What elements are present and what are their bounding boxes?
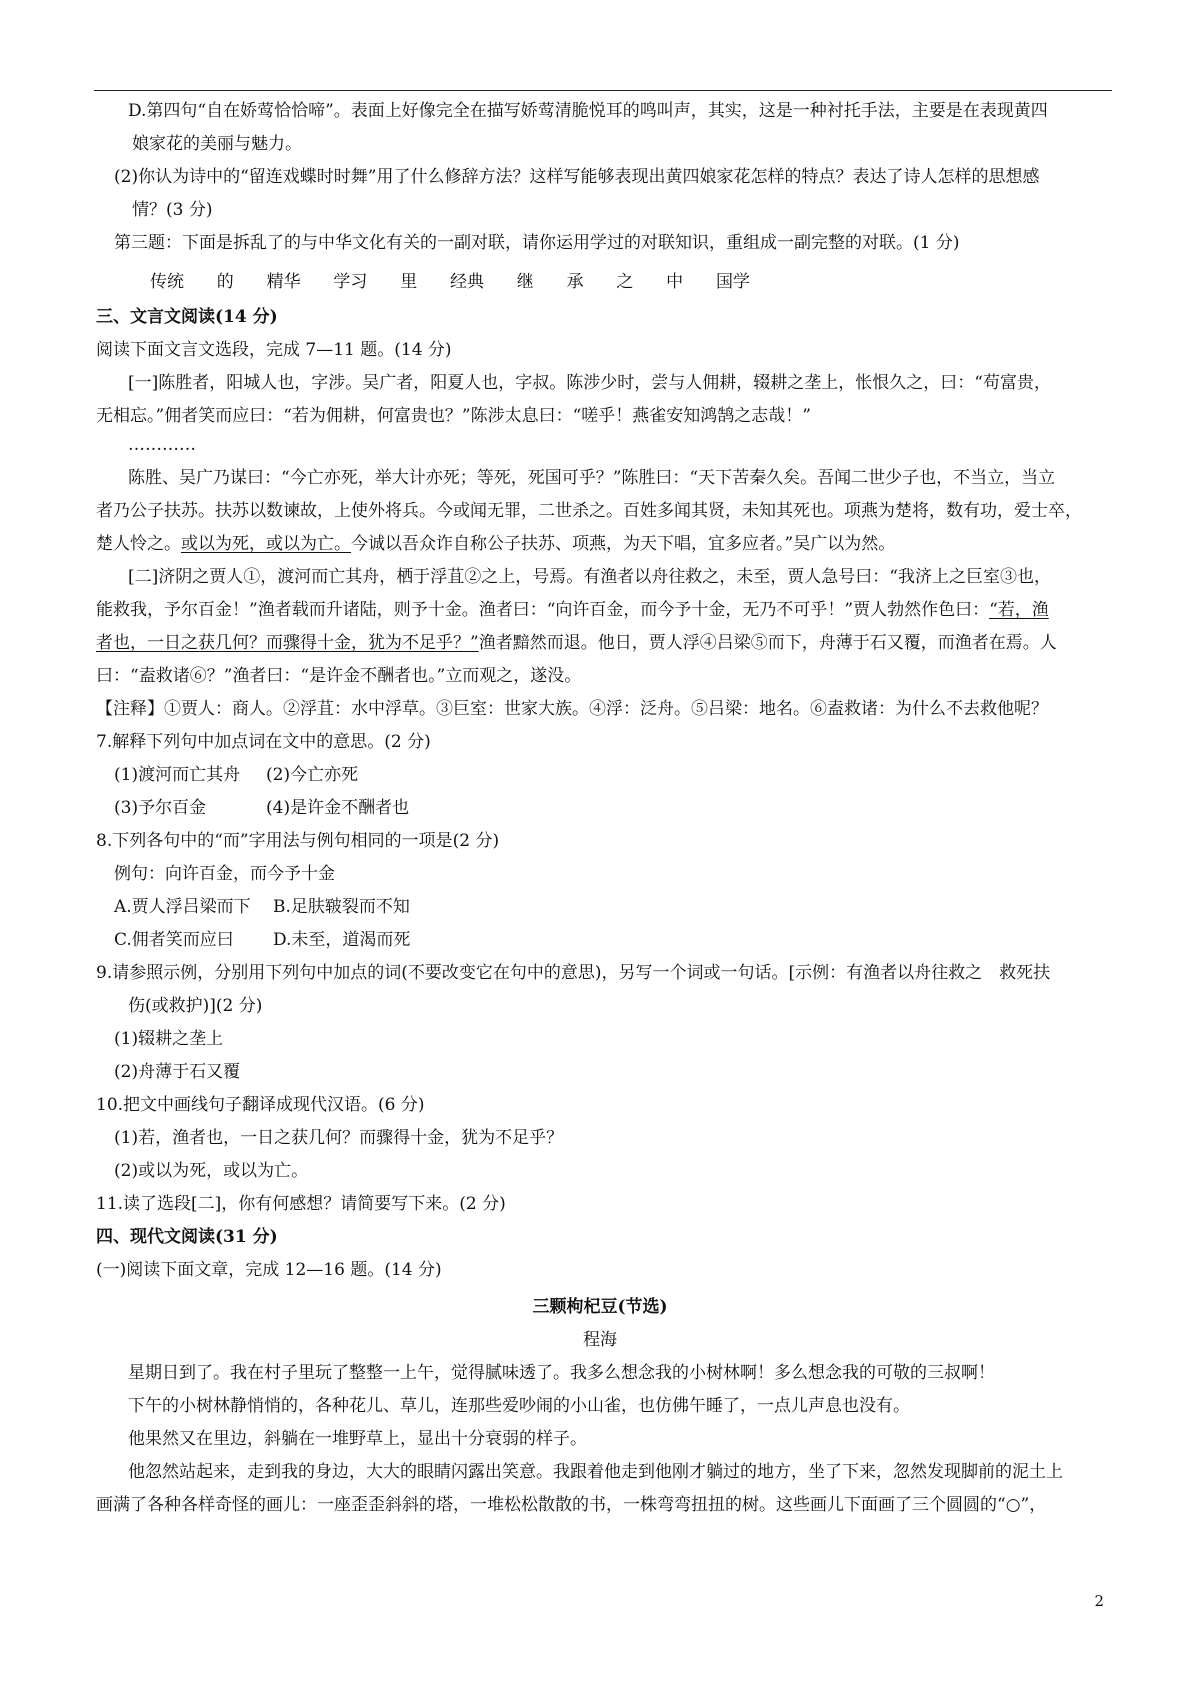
passage-2-line: [二]济阴之贾人①，渡河而亡其舟，栖于浮苴②之上，号焉。有渔者以舟往救之，未至，贾人急号曰：“我济上之巨室③也， xyxy=(128,567,1051,587)
couplet-word: 承 xyxy=(566,272,584,292)
passage-2-line: 曰：“盍救诸⑥？”渔者曰：“是许金不酬者也。”立而观之，遂没。 xyxy=(96,666,582,686)
passage-1-line: 陈胜、吴广乃谋曰：“今亡亦死，举大计亦死；等死，死国可乎？”陈胜曰：“天下苦秦久矣。吾闻二世少子也，不当立，当立 xyxy=(128,468,1056,488)
couplet-word: 之 xyxy=(616,272,634,292)
passage-1-line xyxy=(96,533,895,555)
question-8-example: 例句：向许百金，而今予十金 xyxy=(114,864,335,884)
option-a: A.贾人浮吕梁而下 xyxy=(114,897,251,917)
question-9: 9.请参照示例，分别用下列句中加点的词(不要改变它在句中的意思)，另写一个词或一句话。[示例：有渔者以舟往救之 救死扶 xyxy=(96,963,1051,983)
article-paragraph-cont: 画满了各种各样奇怪的画儿：一座歪歪斜斜的塔，一堆松松散散的书，一株弯弯扭扭的树。这些画儿下面画了三个圆圆的“○”， xyxy=(96,1495,1047,1515)
couplet-word: 中 xyxy=(666,272,684,292)
article-paragraph: 下午的小树林静悄悄的，各种花儿、草儿，连那些爱吵闹的小山雀，也仿佛午睡了，一点儿声息也没有。 xyxy=(128,1396,910,1416)
couplet-word: 国学 xyxy=(715,272,750,292)
plain-text: 今诚以吾众诈自称公子扶苏、项燕，为天下唱，宜多应者。”吴广以为然。 xyxy=(351,534,896,554)
question-9-item: (2)舟薄于石又覆 xyxy=(114,1062,241,1082)
question-11: 11.读了选段[二]，你有何感想？请简要写下来。(2 分) xyxy=(96,1194,506,1214)
couplet-word: 经典 xyxy=(449,272,484,292)
task-3: 第三题：下面是拆乱了的与中华文化有关的一副对联，请你运用学过的对联知识，重组成一副完整的对联。(1 分) xyxy=(114,233,960,253)
section-4-heading: 四、现代文阅读(31 分) xyxy=(96,1227,278,1247)
underlined-sentence: 或以为死，或以为亡。 xyxy=(181,534,351,554)
couplet-word: 传统 xyxy=(150,272,184,292)
plain-text: 楚人怜之。 xyxy=(96,534,181,554)
section-4-intro: (一)阅读下面文章，完成 12—16 题。(14 分) xyxy=(96,1260,442,1280)
passage-1-line: 无相忘。”佣者笑而应曰：“若为佣耕，何富贵也？”陈涉太息曰：“嗟乎！燕雀安知鸿鹄之志哉！” xyxy=(96,406,811,426)
plain-text: 能救我，予尔百金！”渔者载而升诸陆，则予十金。渔者曰：“向许百金，而今予十金，无乃不可乎！”贾人勃然作色曰： xyxy=(96,600,990,620)
article-title: 三颗枸杞豆(节选) xyxy=(532,1297,668,1317)
couplet-word: 精华 xyxy=(266,272,301,292)
question-7-item: (4)是许金不酬者也 xyxy=(266,798,410,818)
underlined-sentence: “若，渔 xyxy=(989,600,1049,620)
question-9-cont: 伤(或救护)](2 分) xyxy=(128,996,263,1016)
annotation-note: 【注释】①贾人：商人。②浮苴：水中浮草。③巨室：世家大族。④浮：泛舟。⑤吕梁：地名。⑥盍救诸：为什么不去救他呢？ xyxy=(96,699,1048,719)
section-3-intro: 阅读下面文言文选段，完成 7—11 题。(14 分) xyxy=(96,340,452,360)
section-3-heading: 三、文言文阅读(14 分) xyxy=(96,307,278,327)
question-10-item: (2)或以为死，或以为亡。 xyxy=(114,1161,309,1181)
header-rule xyxy=(94,90,1112,91)
question-7-item: (1)渡河而亡其舟 xyxy=(114,765,241,785)
underlined-sentence: 者也，一日之获几何？而骤得十金，犹为不足乎？” xyxy=(96,633,479,653)
question-10: 10.把文中画线句子翻译成现代汉语。(6 分) xyxy=(96,1095,425,1115)
option-b: B.足肤皲裂而不知 xyxy=(273,897,410,917)
article-paragraph: 他果然又在里边，斜躺在一堆野草上，显出十分衰弱的样子。 xyxy=(128,1429,587,1449)
option-c: C.佣者笑而应曰 xyxy=(114,930,234,950)
question-2-cont: 情？(3 分) xyxy=(132,200,213,220)
article-paragraph: 星期日到了。我在村子里玩了整整一上午，觉得腻味透了。我多么想念我的小树林啊！多么想念我的可敬的三叔啊！ xyxy=(128,1363,995,1383)
passage-1-line: 者乃公子扶苏。扶苏以数谏故，上使外将兵。今或闻无罪，二世杀之。百姓多闻其贤，未知其死也。项燕为楚将，数有功，爱士卒， xyxy=(96,501,1082,521)
option-d-line: D.第四句“自在娇莺恰恰啼”。表面上好像完全在描写娇莺清脆悦耳的鸣叫声，其实，这是一种衬托手法，主要是在表现黄四 xyxy=(128,101,1048,121)
passage-2-line xyxy=(96,632,1057,654)
passage-2-line xyxy=(96,599,1049,621)
article-author: 程海 xyxy=(583,1330,617,1350)
question-7-item: (3)予尔百金 xyxy=(114,798,207,818)
plain-text: 渔者黯然而退。他日，贾人浮④吕梁⑤而下，舟薄于石又覆，而渔者在焉。人 xyxy=(478,633,1057,653)
page-number: 2 xyxy=(1094,1592,1104,1610)
couplet-word: 继 xyxy=(516,272,534,292)
question-7: 7.解释下列句中加点词在文中的意思。(2 分) xyxy=(96,732,431,752)
option-d: D.未至，道渴而死 xyxy=(273,930,411,950)
passage-1-line: [一]陈胜者，阳城人也，字涉。吴广者，阳夏人也，字叔。陈涉少时，尝与人佣耕，辍耕之垄上，怅恨久之，曰：“苟富贵， xyxy=(128,373,1051,393)
couplet-word: 学习 xyxy=(333,272,368,292)
question-7-item: (2)今亡亦死 xyxy=(266,765,359,785)
couplet-word-list xyxy=(150,271,750,293)
question-2: (2)你认为诗中的“留连戏蝶时时舞”用了什么修辞方法？这样写能够表现出黄四娘家花怎样的特点？表达了诗人怎样的思想感 xyxy=(114,167,1040,187)
article-paragraph: 他忽然站起来，走到我的身边，大大的眼睛闪露出笑意。我跟着他走到他刚才躺过的地方，坐了下来，忽然发现脚前的泥土上 xyxy=(128,1462,1063,1482)
question-8: 8.下列各句中的“而”字用法与例句相同的一项是(2 分) xyxy=(96,831,500,851)
couplet-word: 的 xyxy=(216,272,234,292)
question-10-item: (1)若，渔者也，一日之获几何？而骤得十金，犹为不足乎？ xyxy=(114,1128,564,1148)
couplet-word: 里 xyxy=(400,272,418,292)
option-d-line-cont: 娘家花的美丽与魅力。 xyxy=(132,134,302,154)
ellipsis: ………… xyxy=(128,435,196,455)
question-9-item: (1)辍耕之垄上 xyxy=(114,1029,224,1049)
